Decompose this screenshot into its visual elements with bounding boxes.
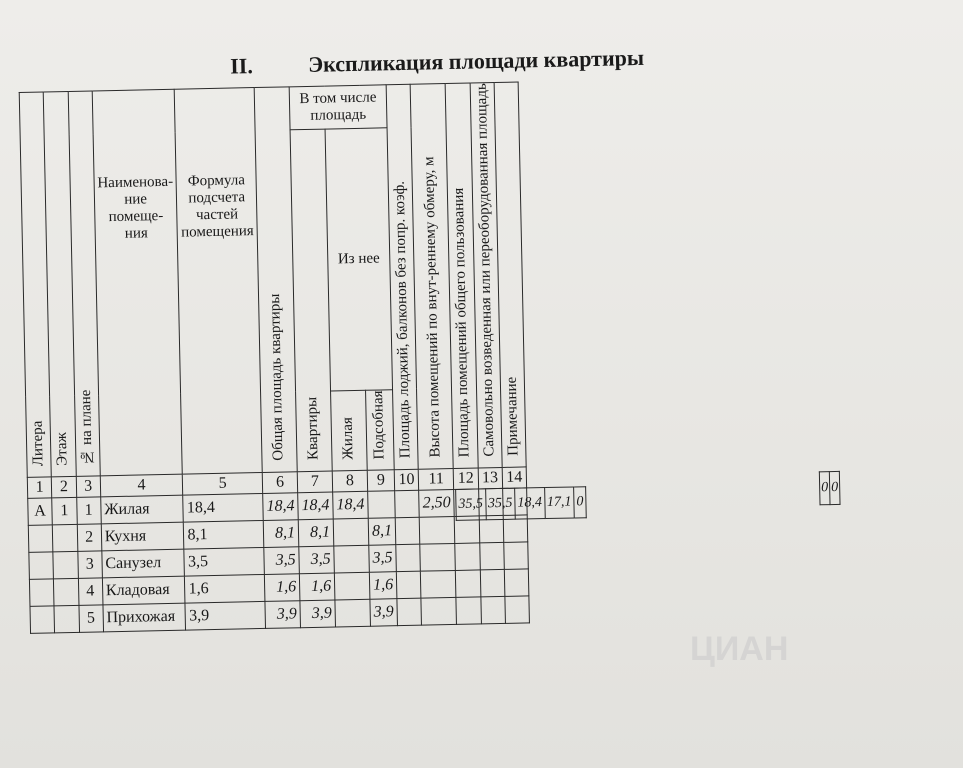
column-number-4: 4 xyxy=(100,475,183,498)
cell-etazh: 1 xyxy=(52,498,77,526)
cell-total: 3,9 xyxy=(265,601,301,629)
document-title xyxy=(230,43,750,80)
cell-empty xyxy=(396,572,421,600)
header-row-1 xyxy=(19,82,519,135)
cell-empty xyxy=(396,545,421,573)
cell-height xyxy=(421,598,457,626)
cell-kv: 1,6 xyxy=(299,573,335,601)
cell-empty xyxy=(480,570,505,598)
column-number-5: 5 xyxy=(183,473,263,496)
watermark-logo: ЦИАН xyxy=(690,630,789,668)
cell-height xyxy=(419,517,455,545)
cell-empty xyxy=(504,542,529,570)
totals-table-2 xyxy=(819,471,841,505)
explication-table xyxy=(19,82,530,635)
column-number-11: 11 xyxy=(418,469,453,491)
totals-row xyxy=(456,487,587,521)
header-etazh: Этаж xyxy=(43,91,75,477)
cell-name: Кладовая xyxy=(102,577,185,606)
header-samovolno: Самовольно возведенная или переоборудованная площадь xyxy=(470,83,502,469)
cell-height xyxy=(421,571,457,599)
cell-etazh xyxy=(53,525,78,553)
cell-empty xyxy=(505,596,530,624)
total-samovolno: 0 xyxy=(829,471,840,504)
cell-litera xyxy=(30,606,55,634)
cell-empty xyxy=(504,569,529,597)
cell-etazh xyxy=(54,579,79,607)
cell-kv: 8,1 xyxy=(298,519,334,547)
cell-height: 2,50 xyxy=(419,490,455,518)
column-number-2: 2 xyxy=(52,477,77,499)
column-number-10: 10 xyxy=(394,470,419,492)
header-zhilaya: Жилая xyxy=(331,390,368,472)
header-lodzhii: Площадь лоджий, балконов без попр. коэф. xyxy=(386,84,418,470)
cell-nomer: 2 xyxy=(77,524,102,552)
cell-zhil xyxy=(333,519,369,547)
cell-nomer: 1 xyxy=(76,497,101,525)
column-number-13: 13 xyxy=(478,468,503,490)
cell-empty xyxy=(480,597,505,625)
cell-podsob: 1,6 xyxy=(369,572,397,600)
header-podsobnaya: Подсобная xyxy=(366,389,395,470)
header-iz-nee: Из нее xyxy=(325,128,392,391)
column-number-9: 9 xyxy=(367,470,394,492)
cell-kv: 3,9 xyxy=(300,600,336,628)
title-text: Экспликация площади квартиры xyxy=(307,44,645,77)
column-number-3: 3 xyxy=(76,476,101,498)
cell-name: Жилая xyxy=(100,496,183,525)
total-obshego: 0 xyxy=(819,472,830,505)
column-number-7: 7 xyxy=(297,471,332,493)
total-podsobnaya: 17,1 xyxy=(544,487,574,519)
cell-nomer: 5 xyxy=(78,605,103,633)
column-number-1: 1 xyxy=(27,477,52,499)
cell-litera xyxy=(29,579,54,607)
cell-empty xyxy=(455,543,480,571)
cell-kv: 18,4 xyxy=(298,492,334,520)
totals-row-2 xyxy=(819,471,840,504)
cell-podsob: 8,1 xyxy=(368,518,396,546)
cell-podsob: 3,9 xyxy=(370,599,398,627)
total-zhilaya: 18,4 xyxy=(515,488,545,520)
cell-total: 1,6 xyxy=(264,574,300,602)
cell-formula: 8,1 xyxy=(184,521,264,550)
header-nomer: № на плане xyxy=(68,91,100,477)
header-obshaya: Общая площадь квартиры xyxy=(254,87,297,473)
cell-zhil xyxy=(334,573,370,601)
cell-total: 3,5 xyxy=(264,547,300,575)
total-obshaya: 35,5 xyxy=(456,489,486,521)
cell-empty xyxy=(397,599,422,627)
column-number-6: 6 xyxy=(262,472,297,494)
header-primechanie: Примечание xyxy=(494,82,526,468)
cell-name: Санузел xyxy=(102,550,185,579)
header-v-tom-chisle: В том числе площадь xyxy=(289,85,387,130)
header-obshego: Площадь помещений общего пользования xyxy=(445,83,477,469)
cell-formula: 3,5 xyxy=(184,548,264,577)
cell-name: Кухня xyxy=(101,523,184,552)
header-formula: Формула подсчета частей помещения xyxy=(175,88,263,475)
cell-empty xyxy=(456,570,481,598)
cell-total: 8,1 xyxy=(263,520,299,548)
cell-height xyxy=(420,544,456,572)
totals-table xyxy=(455,486,587,521)
cell-formula: 1,6 xyxy=(185,575,265,604)
cell-podsob xyxy=(368,491,396,519)
header-kvartiry: Квартиры xyxy=(290,129,332,472)
total-kvartiry: 35,5 xyxy=(485,488,515,520)
section-number: II. xyxy=(229,53,254,79)
cell-nomer: 3 xyxy=(77,551,102,579)
column-number-8: 8 xyxy=(332,471,367,493)
cell-litera xyxy=(28,525,53,553)
column-number-12: 12 xyxy=(453,468,478,490)
cell-litera: А xyxy=(28,498,53,526)
header-naimenovanie: Наименова-ние помеще-ния xyxy=(92,89,183,476)
cell-etazh xyxy=(53,552,78,580)
cell-empty xyxy=(395,518,420,546)
total-lodzhii: 0 xyxy=(574,487,587,518)
cell-empty xyxy=(479,543,504,571)
cell-zhil xyxy=(334,546,370,574)
cell-etazh xyxy=(54,606,79,634)
header-litera: Литера xyxy=(19,92,51,478)
cell-formula: 3,9 xyxy=(185,602,265,631)
cell-empty xyxy=(395,491,420,519)
cell-litera xyxy=(29,552,54,580)
cell-zhil: 18,4 xyxy=(333,492,369,520)
header-vysota: Высота помещений по внут-реннему обмеру, м xyxy=(410,84,453,470)
cell-total: 18,4 xyxy=(263,493,299,521)
cell-formula: 18,4 xyxy=(183,494,263,523)
cell-nomer: 4 xyxy=(78,578,103,606)
cell-kv: 3,5 xyxy=(299,546,335,574)
column-number-14: 14 xyxy=(502,467,527,489)
cell-name: Прихожая xyxy=(103,604,186,633)
cell-empty xyxy=(456,597,481,625)
cell-podsob: 3,5 xyxy=(369,545,397,573)
cell-zhil xyxy=(335,600,371,628)
